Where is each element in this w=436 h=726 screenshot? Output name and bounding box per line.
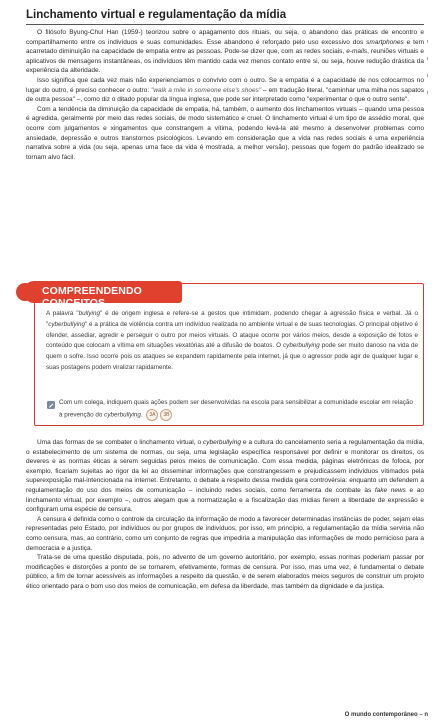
text-run: O filósofo Byung-Chul Han (1959-) teorizou sobre o apagamento dos rituais, ou seja, o abandono das práticas de encontro e compartilhamento entre os indivíduos e suas comunidades. Esse abandono é reforçado pelo uso excessivo dos [26,29,424,46]
concepts-heading: COMPREENDENDO CONCEITOS [42,285,142,309]
text-run: – em tradução literal, "caminhar uma milha nos sapatos de outra pessoa" –, como diz o ditado popular da língua inglesa, que pode ser interpretado como "experimentar o que o outro sente". [26,86,424,104]
text-run: Isso significa que cada vez mais não experienciamos o convívio com o outro. Se a empatia é a capacidade de nos colocarmos no lugar do outro, é preciso conhecer o outro: [26,76,424,94]
competency-badge: 3A [146,409,158,421]
page-title: Linchamento virtual e regulamentação da mídia [26,8,424,25]
text-run: . [140,411,143,419]
italic-term: e-mails [346,48,368,56]
concepts-ribbon [24,281,182,309]
ribbon-dot [16,283,34,301]
italic-term: cyberbullying [48,320,86,328]
text-run: Com um colega, indiquem quais ações podem ser desenvolvidas na escola para sensibilizar a comunidade escolar em relação à prevenção do [59,399,413,419]
text-run: " é a prática de violência contra um indivíduo realizada no ambiente virtual e de suas tecnologias. O principal objetivo é ofender, assediar, agredir e perseguir o outro por meios virtuais. O ataque ocorre por vários meios, desde a exposição de fotos e conteúdo que colocam a vítima em situações vexatórias até a difusão de boatos. O [46,320,418,350]
paragraph: A censura é definida como o controle da circulação da informação de modo a favorecer determinadas instâncias de poder, sejam elas representadas pelo Estado, por indivíduos ou por grupos de indivíduos, por isso, em princípio, a regulamentação da mídia serviria não como censura, mas, ao contrário, como um conjunto de regras que impediria a manipulação das informações de modo pernicioso para a democracia e a justiça. [26,515,424,552]
page-footer: O mundo contemporâneo – n [344,712,428,718]
quote: "walk a mile in someone else's shoes" [151,86,262,94]
italic-term: fake news [374,486,406,494]
paragraph [26,438,424,515]
text-run: pode ser muito danoso na vida de quem o sofre. Isso ocorre pois os ataques se expandem rapidamente pela internet, já que o agressor pode agir de qualquer lugar e suas postagens podem viralizar rapidamente. [46,342,418,371]
text-run: A palavra " [46,310,79,317]
intro-section [26,28,424,162]
margin-tick [427,91,428,94]
paragraph [26,28,424,76]
italic-term: smartphones [366,38,404,46]
text-run: Uma das formas de se combater o linchamento virtual, o [37,439,204,446]
pencil-icon [46,400,56,410]
concepts-box [26,283,424,425]
margin-tick [427,40,428,43]
paragraph [26,76,424,105]
text-run: , reuniões virtuais e aplicativos de mensagens instantâneas, os indivíduos têm mantido cada vez menos contato entre si, ou seja, houve redução drástica da experiência da alteridade. [26,48,424,75]
margin-tick [427,74,428,77]
margin-ticks [424,40,430,120]
text-run: e tem acarretado diminuição na capacidade de empatia entre as pessoas. Pode-se dizer que, com as redes sociais, [26,38,425,56]
text-run: " é de origem inglesa e refere-se a gestos que intimidam, podendo chegar à agressão física e verbal. Já o " [46,310,418,328]
competency-badge: 3B [160,409,172,421]
italic-term: cyberbullying [104,411,141,419]
italic-term: cyberbullying [203,439,241,446]
outro-section [26,438,424,592]
concepts-text [46,309,418,374]
margin-tick [427,57,428,60]
italic-term: cyberbullying [283,342,320,350]
activity [46,398,418,420]
activity-text [59,398,414,421]
italic-term: bullying [78,310,100,317]
paragraph: Trata-se de uma questão disputada, pois, no advento de um governo autoritário, por exemplo, essas normas poderiam passar por modificações e distorções a ponto de se tornarem, efetivamente, formas de censura. Por isso, mas uma vez, é fundamental o debate público, a fim de tornar acessíveis as informações a respeito da questão, e de serem elaborados meios seguros de construir um projeto ético orientado para o bom uso dos meios de comunicação, em defesa da liberdade, mas também da dignidade e da justiça. [26,554,424,590]
paragraph: Com a tendência da diminuição da capacidade de empatia, há, também, o aumento dos linchamentos virtuais – quando uma pessoa é agredida, geralmente por meio das redes sociais, de modo sistemático e cruel. O linchamento virtual é um tipo de assédio moral, que ocorre com julgamentos e xingamentos que constrangem a vítima, podendo levá-la até mesmo a desenvolver problemas como ansiedade, depressão e outros transtornos psicológicos. Levando em consideração que a vida nas redes sociais é uma experiência narrativa sobre a vida (ou seja, apenas uma face da vida é mostrada, a melhor versão), pessoas que fogem do padrão idealizado se tornam alvo fácil. [26,105,424,161]
text-run: e a cultura do cancelamento seria a regulamentação da mídia, o estabelecimento de um sistema de normas, ou seja, uma legislação específica responsável por definir e monitorar os direitos, os deveres e as normas éticas a serem seguidas pelos meios de comunicação. Com essa medida, páginas eletrônicas de fofoca, por exemplo, ficariam sujeitas ao rigor da lei ao disseminar informações que constrangessem e prejudicassem indivíduos vítimados pela superexposição mal-intencionada na internet. Entretanto, o debate a respeito dessa medida gera controvérsia: enquanto um defendem a regulamentação do uso dos meios de comunicação – incluindo redes sociais, como ferramenta de combate às [26,439,424,494]
text-run: e ao linchamento virtual, por exemplo –, outros alegam que a normatização e a fiscalização das mídias ferem a liberdade de expressão e configuram uma espécie de censura. [26,486,424,514]
